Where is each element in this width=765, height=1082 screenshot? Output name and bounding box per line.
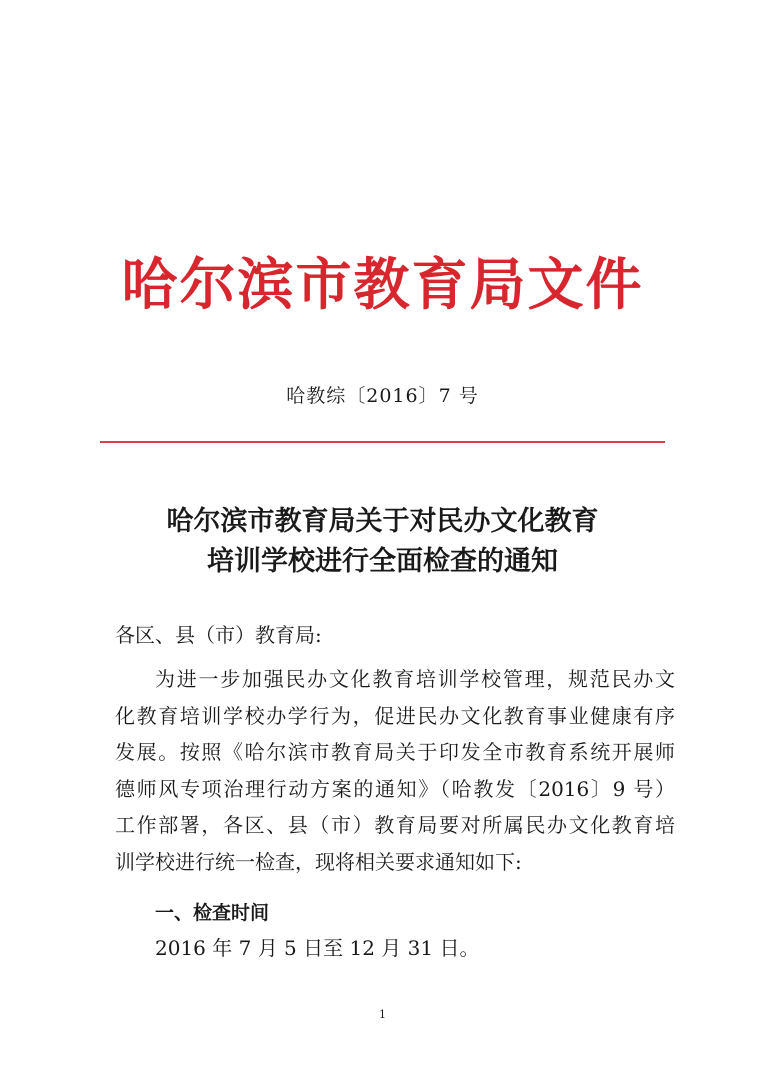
red-divider-line — [100, 441, 665, 443]
body-line: 化教育培训学校办学行为，促进民办文化教育事业健康有序 — [115, 703, 675, 728]
body-line: 训学校进行统一检查，现将相关要求通知如下: — [115, 849, 522, 874]
body-line: 为进一步加强民办文化教育培训学校管理，规范民办文 — [155, 667, 675, 691]
notice-title — [0, 502, 765, 582]
body-line: 发展。按照《哈尔滨市教育局关于印发全市教育系统开展师 — [115, 740, 675, 764]
section-heading-inspection-time: 一、检查时间 — [155, 902, 270, 924]
body-line: 德师风专项治理行动方案的通知》（哈教发〔2016〕9 号） — [115, 776, 675, 801]
notice-title-line-1: 哈尔滨市教育局关于对民办文化教育 — [166, 506, 599, 537]
issuing-authority-header: 哈尔滨市教育局文件 — [121, 252, 644, 318]
salutation: 各区、县（市）教育局: — [115, 623, 322, 647]
page-number: 1 — [379, 1008, 386, 1021]
section-text-inspection-period: 2016 年 7 月 5 日至 12 月 31 日。 — [155, 936, 480, 960]
body-paragraph — [115, 661, 675, 880]
body-line: 工作部署，各区、县（市）教育局要对所属民办文化教育培 — [115, 813, 675, 837]
notice-title-line-2: 培训学校进行全面检查的通知 — [207, 546, 558, 577]
document-number: 哈教综〔2016〕7 号 — [286, 385, 479, 407]
